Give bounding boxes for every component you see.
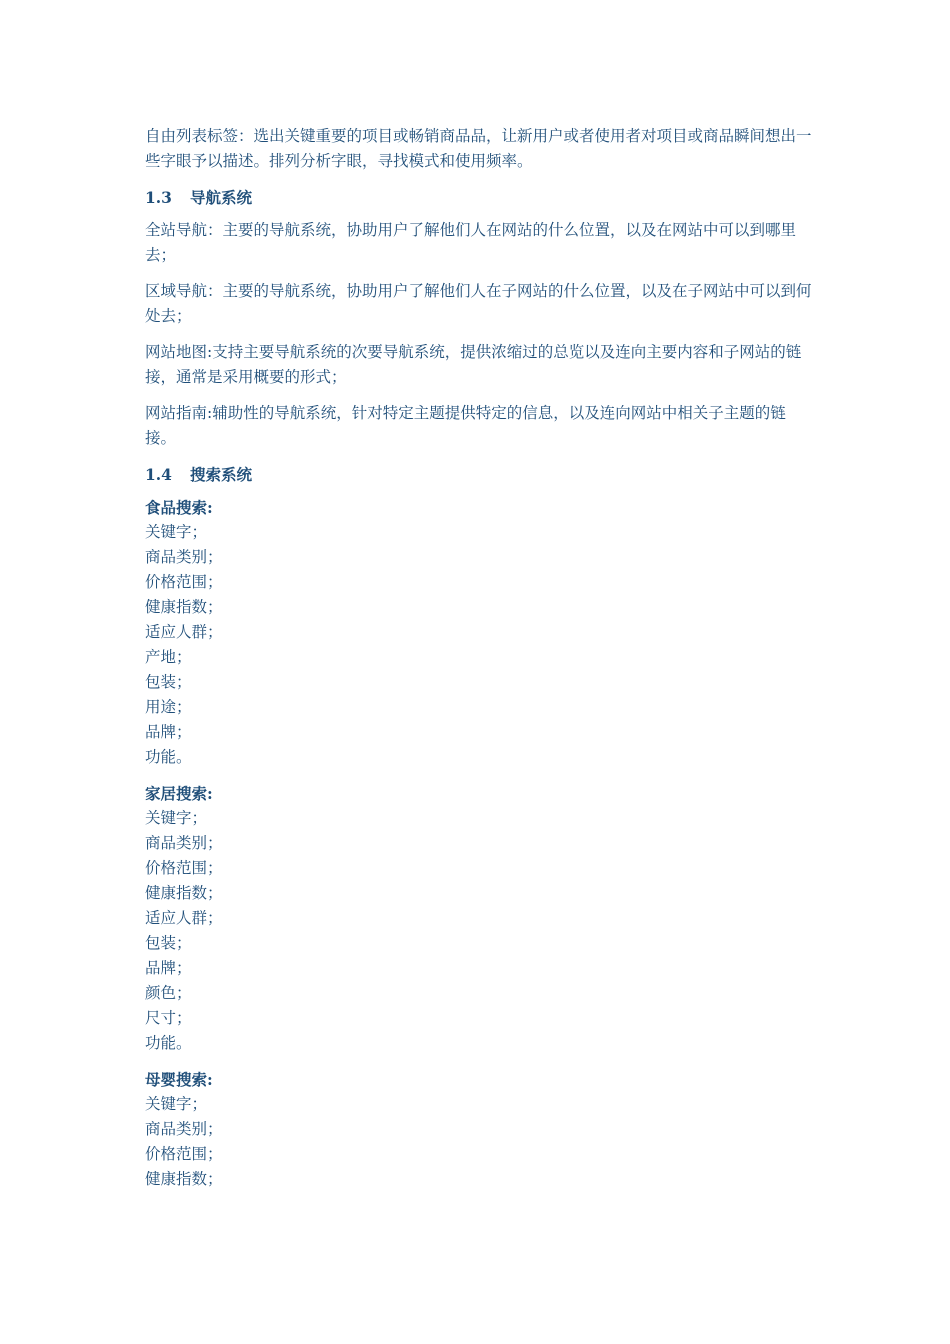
list-item: 包装； [145,934,192,952]
list-item: 健康指数； [145,1170,223,1188]
search-group-title: 母婴搜索: [145,1070,213,1089]
list-item: 价格范围； [145,1145,223,1163]
list-item: 价格范围； [145,859,223,877]
nav-paragraph-local: 区域导航：主要的导航系统，协助用户了解他们人在子网站的什么位置，以及在子网站中可以到何处去； [145,282,812,325]
section-title: 导航系统 [189,188,252,207]
list-item: 关键字； [145,809,208,827]
list-item: 商品类别； [145,834,223,852]
section-number: 1.3 [145,188,172,207]
section-heading-search [145,462,815,487]
search-group-title: 食品搜索: [145,498,213,517]
nav-paragraph-guide: 网站指南:辅助性的导航系统，针对特定主题提供特定的信息，以及连向网站中相关子主题的链接。 [145,404,786,447]
list-item: 产地； [145,648,192,666]
list-item: 功能。 [145,748,192,766]
list-item: 关键字； [145,1095,208,1113]
list-item: 品牌； [145,959,192,977]
list-item: 关键字； [145,523,208,541]
search-group-food [145,495,815,770]
list-item: 健康指数； [145,884,223,902]
list-item: 包装； [145,673,192,691]
search-group-baby [145,1067,815,1192]
search-group-title: 家居搜索: [145,784,213,803]
list-item: 功能。 [145,1034,192,1052]
list-item: 价格范围； [145,573,223,591]
list-item: 尺寸； [145,1009,192,1027]
search-group-home [145,781,815,1056]
section-heading-navigation [145,185,815,210]
nav-paragraph-sitemap: 网站地图:支持主要导航系统的次要导航系统，提供浓缩过的总览以及连向主要内容和子网站的链接，通常是采用概要的形式； [145,343,802,386]
list-item: 商品类别； [145,1120,223,1138]
section-title: 搜索系统 [189,465,252,484]
list-item: 用途； [145,698,192,716]
list-item: 商品类别； [145,548,223,566]
list-item: 颜色； [145,984,192,1002]
intro-paragraph: 自由列表标签：选出关键重要的项目或畅销商品品，让新用户或者使用者对项目或商品瞬间想出一些字眼予以描述。排列分析字眼，寻找模式和使用频率。 [145,127,812,170]
list-item: 适应人群； [145,909,223,927]
list-item: 品牌； [145,723,192,741]
list-item: 健康指数； [145,598,223,616]
list-item: 适应人群； [145,623,223,641]
section-number: 1.4 [145,465,172,484]
nav-paragraph-global: 全站导航：主要的导航系统，协助用户了解他们人在网站的什么位置，以及在网站中可以到哪里去； [145,221,797,264]
document-page [145,124,815,1203]
